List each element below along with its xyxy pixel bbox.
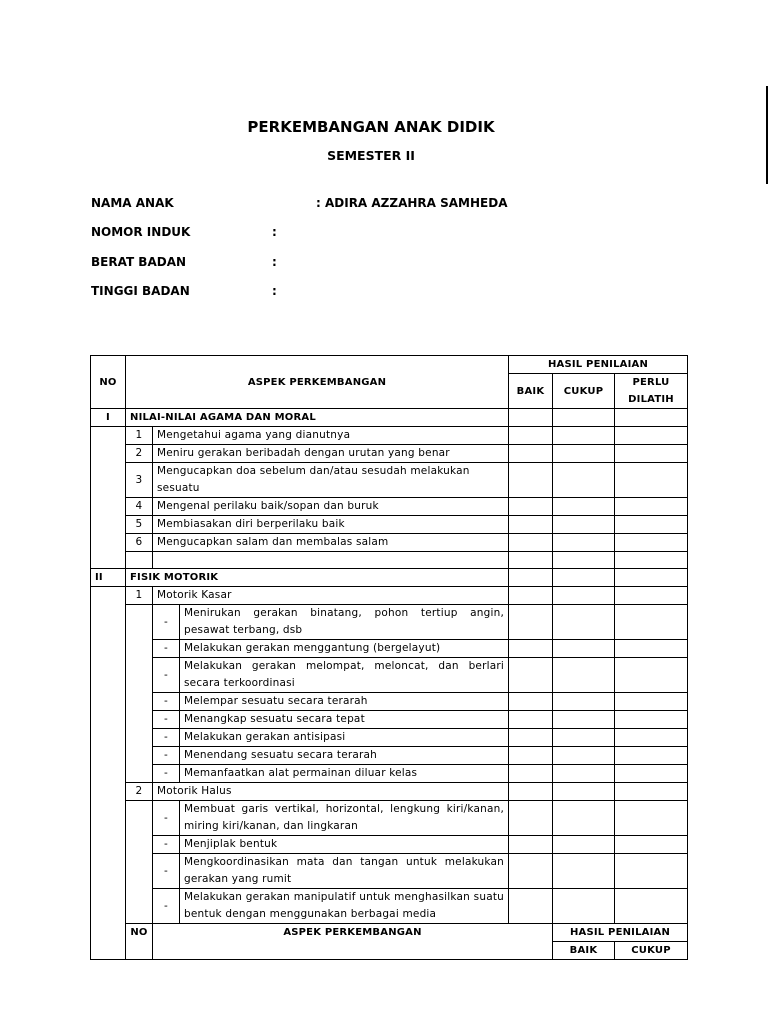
section-name: NILAI-NILAI AGAMA DAN MORAL xyxy=(126,409,509,427)
item-bullet: - xyxy=(153,854,180,889)
item-bullet: - xyxy=(153,640,180,658)
table-row xyxy=(91,747,688,765)
item-bullet: - xyxy=(153,747,180,765)
header-practice xyxy=(615,374,688,409)
item-text: Melakukan gerakan menggantung (bergelayut) xyxy=(180,640,509,658)
table-row xyxy=(91,854,688,889)
section-no: I xyxy=(91,409,126,427)
table-row xyxy=(91,889,688,924)
item-no: 3 xyxy=(126,463,153,498)
id-colon: : xyxy=(272,225,277,239)
item-text: Menendang sesuatu secara terarah xyxy=(180,747,509,765)
table-row xyxy=(91,427,688,445)
item-text: Mengetahui agama yang dianutnya xyxy=(153,427,509,445)
header-practice-line-2: DILATIH xyxy=(628,394,674,405)
item-text: Meniru gerakan beribadah dengan urutan yang benar xyxy=(153,445,509,463)
item-text: Mengucapkan salam dan membalas salam xyxy=(153,534,509,552)
weight-colon: : xyxy=(272,255,277,269)
item-text: Mengucapkan doa sebelum dan/atau sesudah melakukan sesuatu xyxy=(153,463,509,498)
header-no: NO xyxy=(91,356,126,409)
item-text: Mengenal perilaku baik/sopan dan buruk xyxy=(153,498,509,516)
table-row xyxy=(91,658,688,693)
item-bullet: - xyxy=(153,801,180,836)
item-text: Melakukan gerakan manipulatif untuk menghasilkan suatu bentuk dengan menggunakan berbagai media xyxy=(180,889,509,924)
section-name: FISIK MOTORIK xyxy=(126,569,509,587)
table-row xyxy=(91,605,688,640)
group-name: Motorik Kasar xyxy=(153,587,509,605)
footer-header-result: HASIL PENILAIAN xyxy=(553,924,688,942)
item-bullet: - xyxy=(153,605,180,640)
footer-header-enough: CUKUP xyxy=(615,942,688,960)
item-bullet: - xyxy=(153,729,180,747)
assessment-table xyxy=(90,355,688,960)
height-colon: : xyxy=(272,284,277,298)
table-row xyxy=(91,552,688,569)
item-text: Melakukan gerakan melompat, meloncat, dan berlari secara terkoordinasi xyxy=(180,658,509,693)
document-title: PERKEMBANGAN ANAK DIDIK xyxy=(247,118,495,136)
item-bullet: - xyxy=(153,836,180,854)
footer-header-good: BAIK xyxy=(553,942,615,960)
table-row xyxy=(91,498,688,516)
table-row xyxy=(91,516,688,534)
table-row xyxy=(91,765,688,783)
table-row xyxy=(91,693,688,711)
height-label: TINGGI BADAN xyxy=(91,284,190,298)
table-row xyxy=(91,445,688,463)
item-bullet: - xyxy=(153,889,180,924)
id-label: NOMOR INDUK xyxy=(91,225,191,239)
group-name: Motorik Halus xyxy=(153,783,509,801)
table-row xyxy=(91,836,688,854)
name-value: : ADIRA AZZAHRA SAMHEDA xyxy=(316,196,508,210)
table-row xyxy=(91,534,688,552)
header-practice-line-1: PERLU xyxy=(632,377,670,388)
item-text: Membuat garis vertikal, horizontal, lengkung kiri/kanan, miring kiri/kanan, dan lingkaran xyxy=(180,801,509,836)
table-row xyxy=(91,729,688,747)
footer-header-no: NO xyxy=(126,924,153,960)
item-text: Menirukan gerakan binatang, pohon tertiup angin, pesawat terbang, dsb xyxy=(180,605,509,640)
table-row xyxy=(91,801,688,836)
item-text: Memanfaatkan alat permainan diluar kelas xyxy=(180,765,509,783)
header-result: HASIL PENILAIAN xyxy=(509,356,688,374)
item-text: Mengkoordinasikan mata dan tangan untuk melakukan gerakan yang rumit xyxy=(180,854,509,889)
item-no: 2 xyxy=(126,445,153,463)
section-no: II xyxy=(91,569,126,587)
group-no: 2 xyxy=(126,783,153,801)
header-enough: CUKUP xyxy=(553,374,615,409)
group-row xyxy=(91,783,688,801)
item-text: Melakukan gerakan antisipasi xyxy=(180,729,509,747)
item-no: 4 xyxy=(126,498,153,516)
item-text: Melempar sesuatu secara terarah xyxy=(180,693,509,711)
item-bullet: - xyxy=(153,711,180,729)
item-text: Menangkap sesuatu secara tepat xyxy=(180,711,509,729)
document-subtitle: SEMESTER II xyxy=(327,148,415,163)
item-bullet: - xyxy=(153,658,180,693)
footer-header-aspect: ASPEK PERKEMBANGAN xyxy=(153,924,553,960)
item-no: 6 xyxy=(126,534,153,552)
item-bullet: - xyxy=(153,765,180,783)
item-no: 1 xyxy=(126,427,153,445)
header-good: BAIK xyxy=(509,374,553,409)
group-row xyxy=(91,587,688,605)
table-row xyxy=(91,640,688,658)
item-text: Membiasakan diri berperilaku baik xyxy=(153,516,509,534)
table-row xyxy=(91,463,688,498)
item-bullet: - xyxy=(153,693,180,711)
name-label: NAMA ANAK xyxy=(91,196,174,210)
item-text: Menjiplak bentuk xyxy=(180,836,509,854)
item-no: 5 xyxy=(126,516,153,534)
weight-label: BERAT BADAN xyxy=(91,255,187,269)
table-row xyxy=(91,711,688,729)
group-no: 1 xyxy=(126,587,153,605)
header-aspect: ASPEK PERKEMBANGAN xyxy=(126,356,509,409)
